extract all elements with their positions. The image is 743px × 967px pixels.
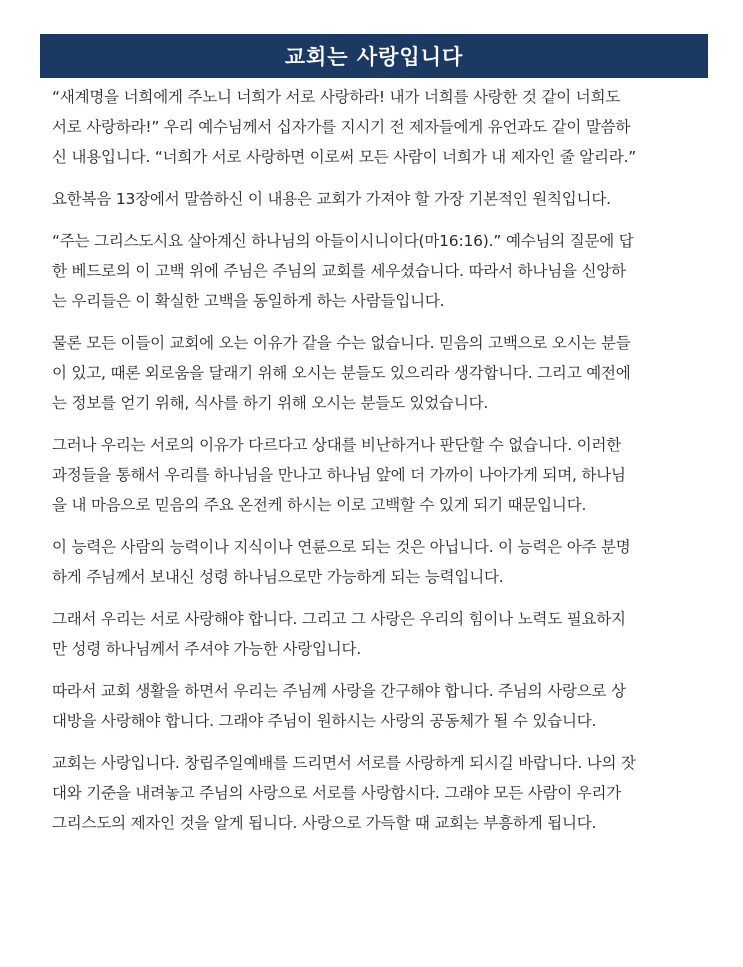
paragraph-9 [52, 748, 700, 838]
text-line: 교회는 사랑입니다. 창립주일예배를 드리면서 서로를 사랑하게 되시길 바랍니다. 나의 잣 [52, 754, 636, 772]
paragraph-8 [52, 676, 700, 736]
text-line: 대방을 사랑해야 합니다. 그래야 주님이 원하시는 사랑의 공동체가 될 수 있습니다. [52, 712, 597, 730]
text-line: 이 있고, 때론 외로움을 달래기 위해 오시는 분들도 있으리라 생각합니다. 그리고 예전에 [52, 364, 631, 382]
text-line: 한 베드로의 이 고백 위에 주님은 주님의 교회를 세우셨습니다. 따라서 하나님을 신앙하 [52, 262, 626, 280]
text-line: 그러나 우리는 서로의 이유가 다르다고 상대를 비난하거나 판단할 수 없습니다. 이러한 [52, 436, 622, 454]
paragraph-4 [52, 328, 700, 418]
paragraph-2 [52, 184, 700, 214]
text-line: 하게 주님께서 보내신 성령 하나님으로만 가능하게 되는 능력입니다. [52, 568, 504, 586]
paragraph-1 [52, 82, 700, 172]
text-line: 서로 사랑하라!” 우리 예수님께서 십자가를 지시기 전 제자들에게 유언과도 같이 말씀하 [52, 118, 631, 136]
article-body [52, 82, 700, 850]
paragraph-3 [52, 226, 700, 316]
text-line: 는 우리들은 이 확실한 고백을 동일하게 하는 사람들입니다. [52, 292, 445, 310]
text-line: 신 내용입니다. “너희가 서로 사랑하면 이로써 모든 사람이 너희가 내 제자인 줄 알리라.” [52, 148, 637, 166]
text-line: 이 능력은 사람의 능력이나 지식이나 연륜으로 되는 것은 아닙니다. 이 능력은 아주 분명 [52, 538, 631, 556]
paragraph-5 [52, 430, 700, 520]
text-line: 는 정보를 얻기 위해, 식사를 하기 위해 오시는 분들도 있었습니다. [52, 394, 489, 412]
page-title: 교회는 사랑입니다 [284, 45, 464, 69]
text-line: “주는 그리스도시요 살아계신 하나님의 아들이시니이다(마16:16).” 예수님의 질문에 답 [52, 232, 634, 250]
text-line: 과정들을 통해서 우리를 하나님을 만나고 하나님 앞에 더 가까이 나아가게 되며, 하나님 [52, 466, 626, 484]
text-line: 그리스도의 제자인 것을 알게 됩니다. 사랑으로 가득할 때 교회는 부흥하게 됩니다. [52, 814, 597, 832]
text-line: 만 성령 하나님께서 주셔야 가능한 사랑입니다. [52, 640, 362, 658]
paragraph-7 [52, 604, 700, 664]
title-banner [40, 34, 708, 78]
text-line: 대와 기준을 내려놓고 주님의 사랑으로 서로를 사랑합시다. 그래야 모든 사람이 우리가 [52, 784, 622, 802]
text-line: 그래서 우리는 서로 사랑해야 합니다. 그리고 그 사랑은 우리의 힘이나 노력도 필요하지 [52, 610, 626, 628]
text-line: 요한복음 13장에서 말씀하신 이 내용은 교회가 가져야 할 가장 기본적인 원칙입니다. [52, 190, 611, 208]
paragraph-6 [52, 532, 700, 592]
text-line: 따라서 교회 생활을 하면서 우리는 주님께 사랑을 간구해야 합니다. 주님의 사랑으로 상 [52, 682, 626, 700]
text-line: “새계명을 너희에게 주노니 너희가 서로 사랑하라! 내가 너희를 사랑한 것 같이 너희도 [52, 88, 621, 106]
text-line: 물론 모든 이들이 교회에 오는 이유가 같을 수는 없습니다. 믿음의 고백으로 오시는 분들 [52, 334, 631, 352]
text-line: 을 내 마음으로 믿음의 주요 온전케 하시는 이로 고백할 수 있게 되기 때문입니다. [52, 496, 587, 514]
